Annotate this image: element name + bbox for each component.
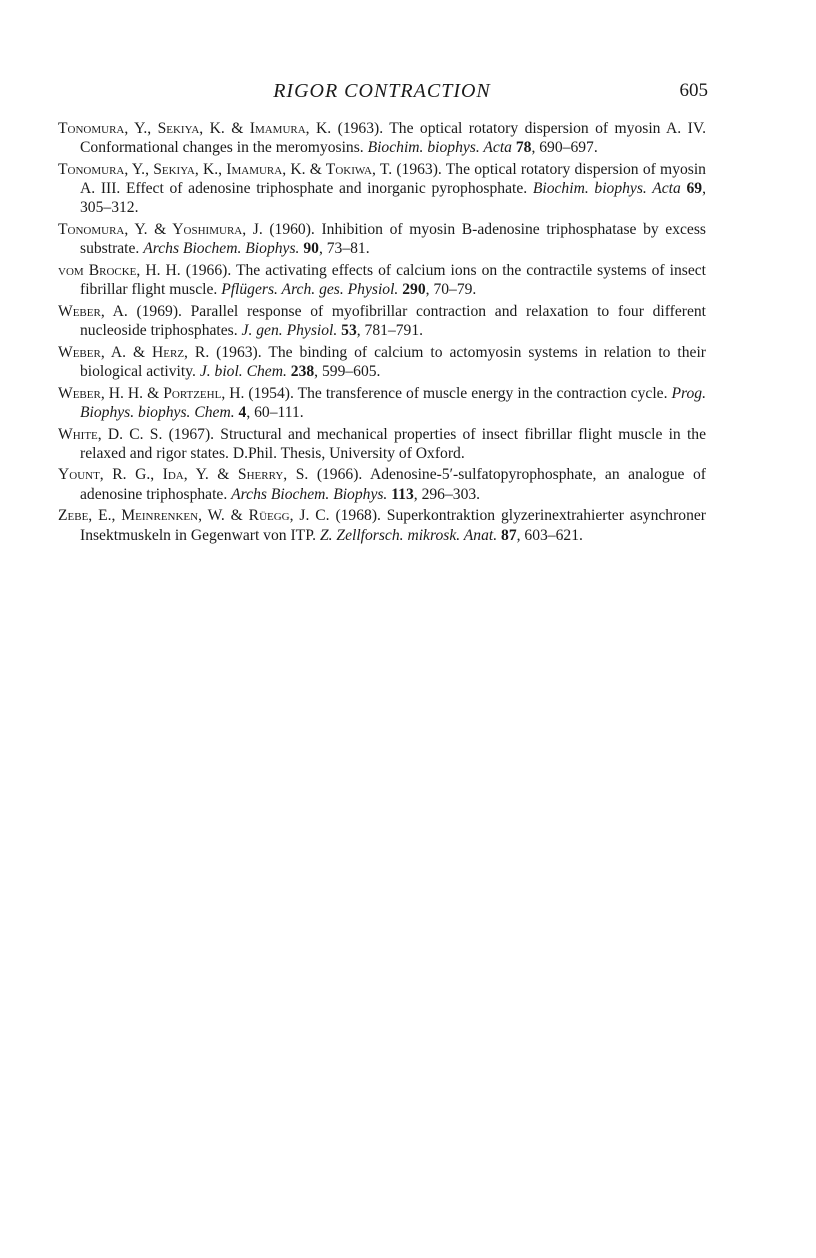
- reference-authors: Weber, H. H. & Portzehl, H.: [58, 384, 245, 402]
- reference-entry: [58, 506, 706, 544]
- reference-text: (1968). Superkontraktion glyzerinextrahierter asynchroner Insektmuskeln in Gegenwart von ITP.: [80, 507, 706, 544]
- reference-entry: [58, 261, 706, 299]
- reference-pages: , 296–303.: [413, 485, 481, 503]
- reference-journal: Pflügers. Arch. ges. Physiol.: [221, 281, 399, 299]
- reference-pages: , 690–697.: [531, 139, 598, 157]
- reference-pages: , 781–791.: [356, 322, 424, 340]
- reference-authors: Tonomura, Y., Sekiya, K., Imamura, K. & Tokiwa, T.: [58, 160, 393, 178]
- reference-volume: 69: [686, 180, 703, 198]
- page-number: 605: [679, 80, 708, 101]
- reference-volume: 4: [238, 403, 247, 421]
- reference-text: (1963). The binding of calcium to actomyosin systems in relation to their biological activity.: [80, 343, 706, 380]
- reference-pages: , 60–111.: [246, 403, 304, 421]
- page-header: [58, 80, 706, 110]
- reference-authors: vom Brocke, H. H.: [58, 261, 181, 279]
- reference-volume: 53: [341, 322, 357, 340]
- reference-entry: [58, 160, 706, 218]
- reference-journal: J. biol. Chem.: [199, 362, 287, 380]
- reference-entry: [58, 384, 706, 422]
- reference-entry: [58, 425, 706, 463]
- reference-pages: , 603–621.: [516, 526, 583, 544]
- reference-list: [58, 119, 706, 547]
- reference-authors: White, D. C. S.: [58, 425, 163, 443]
- reference-authors: Tonomura, Y. & Yoshimura, J.: [58, 221, 263, 239]
- reference-volume: 238: [290, 362, 315, 380]
- reference-entry: [58, 220, 706, 258]
- reference-text: (1960). Inhibition of myosin B-adenosine triphosphatase by excess substrate.: [80, 221, 706, 258]
- reference-journal: Biochim. biophys. Acta: [532, 180, 681, 198]
- reference-pages: , 599–605.: [314, 362, 381, 380]
- reference-text: (1966). Adenosine-5′-sulfatopyrophosphate, an analogue of adenosine triphosphate.: [80, 466, 706, 503]
- reference-text: (1969). Parallel response of myofibrillar contraction and relaxation to four different nucleoside triphosphates.: [80, 302, 706, 340]
- reference-journal: Archs Biochem. Biophys.: [143, 240, 300, 258]
- reference-volume: 78: [515, 139, 532, 157]
- reference-pages: , 73–81.: [318, 240, 370, 258]
- running-title: RIGOR CONTRACTION: [273, 80, 491, 102]
- reference-journal: Prog. Biophys. biophys. Chem.: [80, 384, 706, 421]
- reference-text: (1954). The transference of muscle energy in the contraction cycle.: [244, 384, 672, 402]
- reference-text: (1963). The optical rotatory dispersion of myosin A. IV. Conformational changes in the meromyosins.: [80, 120, 706, 157]
- reference-volume: 290: [402, 281, 426, 299]
- reference-entry: [58, 119, 706, 157]
- reference-text: (1966). The activating effects of calcium ions on the contractile systems of insect fibrillar flight muscle.: [80, 261, 706, 299]
- reference-authors: Zebe, E., Meinrenken, W. & Rüegg, J. C.: [58, 507, 330, 525]
- reference-authors: Weber, A.: [58, 302, 128, 320]
- reference-entry: [58, 465, 706, 503]
- reference-pages: , 70–79.: [425, 281, 477, 299]
- reference-text: (1967). Structural and mechanical properties of insect fibrillar flight muscle in the relaxed and rigor states. D.Phil. Thesis, University of Oxford.: [80, 425, 707, 462]
- reference-authors: Tonomura, Y., Sekiya, K. & Imamura, K.: [58, 120, 332, 137]
- reference-journal: J. gen. Physiol.: [241, 322, 338, 340]
- reference-entry: [58, 343, 706, 381]
- reference-volume: 90: [303, 240, 319, 258]
- reference-text: (1963). The optical rotatory dispersion of myosin A. III. Effect of adenosine triphosphate and inorganic pyrophosphate.: [80, 160, 706, 198]
- reference-pages: , 305–312.: [80, 180, 706, 217]
- reference-journal: Biochim. biophys. Acta: [367, 139, 512, 157]
- reference-journal: Z. Zellforsch. mikrosk. Anat.: [319, 526, 498, 544]
- reference-entry: [58, 302, 706, 340]
- reference-volume: 87: [501, 526, 517, 544]
- reference-authors: Yount, R. G., Ida, Y. & Sherry, S.: [58, 466, 309, 484]
- reference-journal: Archs Biochem. Biophys.: [231, 485, 388, 503]
- reference-authors: Weber, A. & Herz, R.: [58, 343, 210, 361]
- reference-volume: 113: [391, 485, 414, 503]
